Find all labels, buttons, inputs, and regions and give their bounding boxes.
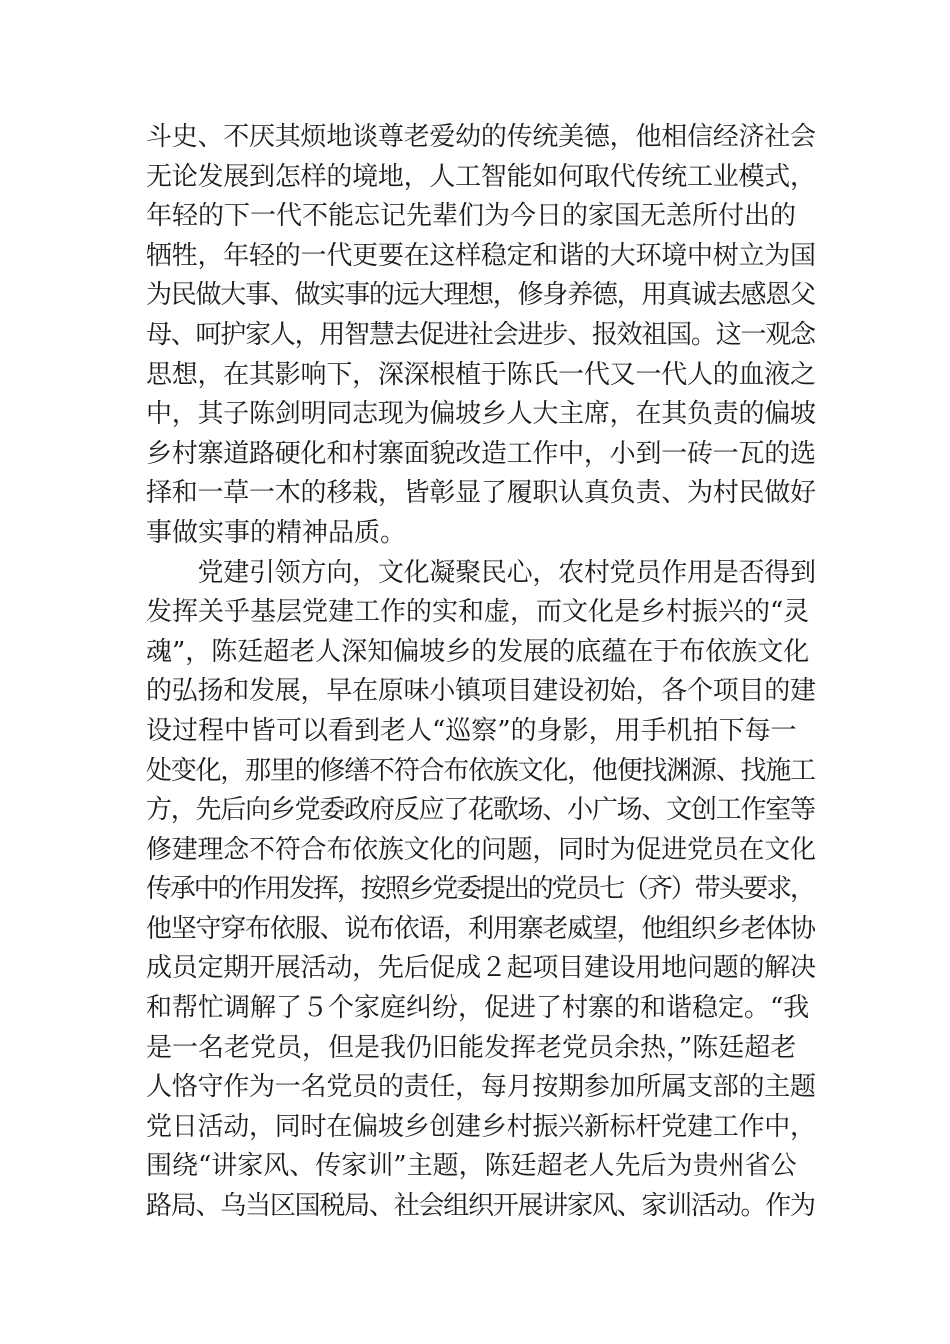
text-line: 路局、乌当区国税局、社会组织开展讲家风、家训活动。作为: [146, 1191, 815, 1222]
text-line: 择和一草一木的移栽，皆彰显了履职认真负责、为村民做好: [146, 478, 816, 509]
text-line: 成员定期开展活动，先后促成２起项目建设用地问题的解决: [146, 953, 816, 984]
text-line: 党日活动，同时在偏坡乡创建乡村振兴新标杆党建工作中，: [146, 1111, 816, 1142]
text-line: 党建引领方向，文化凝聚民心，农村党员作用是否得到: [146, 557, 816, 588]
text-line: 为民做大事、做实事的远大理想，修身养德，用真诚去感恩父: [146, 280, 815, 311]
text-line: 乡村寨道路硬化和村寨面貌改造工作中，小到一砖一瓦的选: [146, 438, 816, 469]
text-line: 是一名老党员，但是我仍旧能发挥老党员余热，”陈廷超老: [146, 1032, 797, 1063]
text-line: 中，其子陈剑明同志现为偏坡乡人大主席，在其负责的偏坡: [146, 399, 816, 430]
text-line: 方，先后向乡党委政府反应了花歌场、小广场、文创工作室等: [146, 795, 815, 826]
text-line: 传承中的作用发挥，按照乡党委提出的党员七（齐）带头要求，: [146, 874, 814, 905]
text-line: 的弘扬和发展，早在原味小镇项目建设初始，各个项目的建: [146, 676, 816, 707]
text-line: 无论发展到怎样的境地，人工智能如何取代传统工业模式，: [146, 161, 816, 192]
text-line: 人恪守作为一名党员的责任，每月按期参加所属支部的主题: [146, 1072, 816, 1103]
text-line: 事做实事的精神品质。: [146, 517, 407, 548]
text-line: 处变化，那里的修缮不符合布依族文化，他便找渊源、找施工: [146, 755, 815, 786]
text-line: 思想，在其影响下，深深根植于陈氏一代又一代人的血液之: [146, 359, 816, 390]
text-line: 设过程中皆可以看到老人“巡察”的身影，用手机拍下每一: [146, 715, 797, 746]
text-line: 和帮忙调解了５个家庭纠纷，促进了村寨的和谐稳定。“我: [146, 993, 810, 1024]
text-line: 母、呵护家人，用智慧去促进社会进步、报效祖国。这一观念: [146, 319, 815, 350]
text-line: 发挥关乎基层党建工作的实和虚，而文化是乡村振兴的“灵: [146, 597, 810, 628]
text-line: 修建理念不符合布依族文化的问题，同时为促进党员在文化: [146, 834, 816, 865]
text-line: 魂”，陈廷超老人深知偏坡乡的发展的底蕴在于布依族文化: [146, 636, 810, 667]
text-line: 年轻的下一代不能忘记先辈们为今日的家国无恙所付出的: [146, 201, 797, 232]
body-text: [146, 118, 816, 1227]
text-line: 斗史、不厌其烦地谈尊老爱幼的传统美德，他相信经济社会: [146, 122, 816, 152]
text-line: 牺牲，年轻的一代更要在这样稳定和谐的大环境中树立为国: [146, 240, 816, 271]
text-line: 围绕“讲家风、传家训”主题，陈廷超老人先后为贵州省公: [146, 1151, 797, 1182]
text-line: 他坚守穿布依服、说布依语，利用寨老威望，他组织乡老体协: [146, 913, 815, 944]
